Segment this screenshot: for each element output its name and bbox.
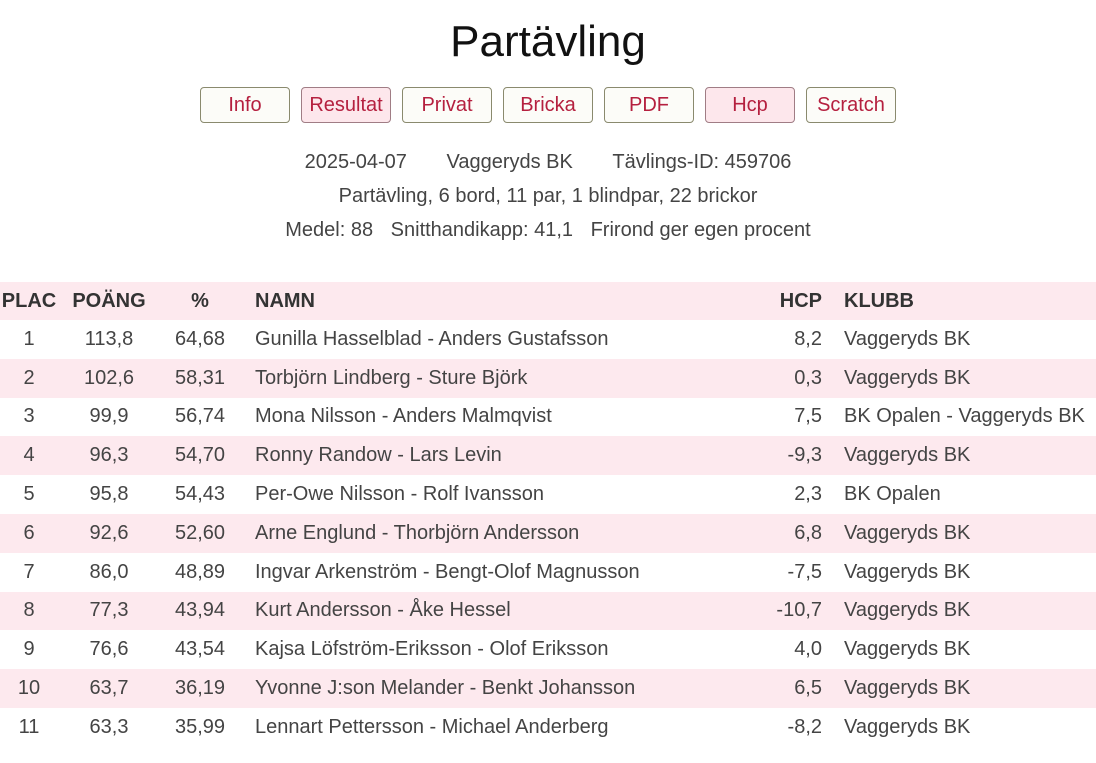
- cell-hcp: -10,7: [715, 592, 822, 631]
- cell-namn: Yvonne J:son Melander - Benkt Johansson: [240, 669, 715, 708]
- cell-poang: 86,0: [89, 560, 129, 583]
- info-button[interactable]: Info: [200, 87, 290, 123]
- cell-poang: 113,8: [84, 327, 134, 350]
- cell-spacer: [822, 359, 844, 398]
- cell-spacer: [822, 475, 844, 514]
- cell-hcp: 6,8: [715, 514, 822, 553]
- cell-plac: 3: [23, 405, 35, 428]
- event-stats-line: [0, 217, 1096, 243]
- cell-spacer: [822, 708, 844, 747]
- cell-hcp: -7,5: [787, 560, 822, 583]
- cell-namn: Kurt Andersson - Åke Hessel: [240, 592, 715, 631]
- cell-percent: 58,31: [160, 359, 240, 398]
- cell-namn: Torbjörn Lindberg - Sture Björk: [240, 359, 715, 398]
- event-info-line: [0, 149, 1096, 175]
- header-spacer: [822, 282, 844, 320]
- cell-plac: 11: [18, 715, 40, 738]
- table-row: [0, 320, 1096, 359]
- cell-spacer: [822, 436, 844, 475]
- table-row: [0, 436, 1096, 475]
- cell-klubb: Vaggeryds BK: [844, 715, 971, 738]
- cell-namn: Gunilla Hasselblad - Anders Gustafsson: [255, 327, 609, 350]
- cell-klubb: Vaggeryds BK: [844, 560, 971, 583]
- cell-klubb: Vaggeryds BK: [844, 638, 971, 661]
- cell-poang: 92,6: [58, 514, 160, 553]
- cell-hcp: 6,5: [715, 669, 822, 708]
- cell-poang: 76,6: [89, 638, 129, 661]
- cell-klubb: Vaggeryds BK: [844, 514, 1096, 553]
- cell-percent: 64,68: [174, 327, 226, 350]
- cell-plac: 10: [0, 669, 58, 708]
- results-table: [0, 282, 1096, 747]
- cell-plac: 9: [23, 638, 35, 661]
- cell-plac: 4: [0, 436, 58, 475]
- cell-spacer: [822, 514, 844, 553]
- average-handicap: Snitthandikapp: 41,1: [390, 219, 574, 241]
- table-row: [0, 475, 1096, 514]
- cell-klubb: BK Opalen - Vaggeryds BK: [844, 405, 1085, 428]
- cell-plac: 8: [0, 592, 58, 631]
- table-row: [0, 592, 1096, 631]
- event-club: Vaggeryds BK: [446, 151, 573, 173]
- cell-spacer: [822, 320, 844, 359]
- cell-klubb: Vaggeryds BK: [844, 592, 1096, 631]
- cell-percent: 52,60: [160, 514, 240, 553]
- cell-spacer: [822, 592, 844, 631]
- cell-plac: 5: [23, 483, 35, 506]
- cell-namn: Arne Englund - Thorbjörn Andersson: [240, 514, 715, 553]
- cell-hcp: -9,3: [715, 436, 822, 475]
- cell-percent: 43,54: [174, 638, 226, 661]
- bye-rule: Frirond ger egen procent: [590, 219, 811, 241]
- cell-hcp: 2,3: [794, 483, 822, 506]
- table-row: [0, 669, 1096, 708]
- cell-percent: 36,19: [160, 669, 240, 708]
- competition-id: Tävlings-ID: 459706: [612, 151, 792, 173]
- cell-hcp: -8,2: [787, 715, 822, 738]
- cell-plac: 6: [0, 514, 58, 553]
- cell-klubb: Vaggeryds BK: [844, 327, 971, 350]
- event-date: 2025-04-07: [304, 151, 407, 173]
- table-row: [0, 553, 1096, 592]
- cell-namn: Lennart Pettersson - Michael Anderberg: [255, 715, 609, 738]
- cell-poang: 95,8: [89, 483, 129, 506]
- cell-hcp: 7,5: [794, 405, 822, 428]
- cell-poang: 102,6: [58, 359, 160, 398]
- cell-poang: 96,3: [58, 436, 160, 475]
- cell-percent: 54,70: [160, 436, 240, 475]
- cell-poang: 63,7: [58, 669, 160, 708]
- table-row: [0, 514, 1096, 553]
- cell-percent: 48,89: [174, 560, 226, 583]
- scratch-button[interactable]: Scratch: [806, 87, 896, 123]
- average-score: Medel: 88: [285, 219, 374, 241]
- hcp-button[interactable]: Hcp: [705, 87, 795, 123]
- cell-percent: 43,94: [160, 592, 240, 631]
- header-poang: POÄNG: [58, 282, 160, 320]
- page-title: Partävling: [450, 17, 646, 66]
- resultat-button[interactable]: Resultat: [301, 87, 391, 123]
- cell-percent: 35,99: [174, 715, 226, 738]
- table-row: [0, 398, 1096, 437]
- cell-plac: 2: [0, 359, 58, 398]
- cell-hcp: 4,0: [794, 638, 822, 661]
- event-description: Partävling, 6 bord, 11 par, 1 blindpar, 22 brickor: [338, 185, 758, 207]
- header-hcp: HCP: [715, 282, 822, 320]
- pdf-button[interactable]: PDF: [604, 87, 694, 123]
- cell-namn: Mona Nilsson - Anders Malmqvist: [255, 405, 552, 428]
- cell-plac: 1: [23, 327, 35, 350]
- bricka-button[interactable]: Bricka: [503, 87, 593, 123]
- cell-plac: 7: [23, 560, 35, 583]
- cell-percent: 54,43: [174, 483, 226, 506]
- cell-namn: Ingvar Arkenström - Bengt-Olof Magnusson: [255, 560, 640, 583]
- cell-spacer: [822, 630, 844, 669]
- cell-klubb: Vaggeryds BK: [844, 359, 1096, 398]
- table-row: [0, 630, 1096, 669]
- header-plac: PLAC: [0, 282, 58, 320]
- cell-klubb: Vaggeryds BK: [844, 669, 1096, 708]
- cell-namn: Ronny Randow - Lars Levin: [240, 436, 715, 475]
- cell-klubb: Vaggeryds BK: [844, 436, 1096, 475]
- cell-percent: 56,74: [174, 405, 226, 428]
- header-namn: NAMN: [240, 282, 715, 320]
- table-header-row: [0, 282, 1096, 320]
- cell-poang: 63,3: [89, 715, 129, 738]
- cell-poang: 77,3: [58, 592, 160, 631]
- table-row: [0, 708, 1096, 747]
- table-row: [0, 359, 1096, 398]
- cell-klubb: BK Opalen: [844, 483, 941, 506]
- cell-spacer: [822, 553, 844, 592]
- privat-button[interactable]: Privat: [402, 87, 492, 123]
- nav-bar: [0, 87, 1096, 123]
- cell-hcp: 8,2: [794, 327, 822, 350]
- cell-hcp: 0,3: [715, 359, 822, 398]
- cell-namn: Kajsa Löfström-Eriksson - Olof Eriksson: [255, 638, 609, 661]
- cell-namn: Per-Owe Nilsson - Rolf Ivansson: [255, 483, 544, 506]
- cell-spacer: [822, 669, 844, 708]
- header-klubb: KLUBB: [844, 282, 1096, 320]
- header-percent: %: [160, 282, 240, 320]
- cell-spacer: [822, 398, 844, 437]
- cell-poang: 99,9: [89, 405, 129, 428]
